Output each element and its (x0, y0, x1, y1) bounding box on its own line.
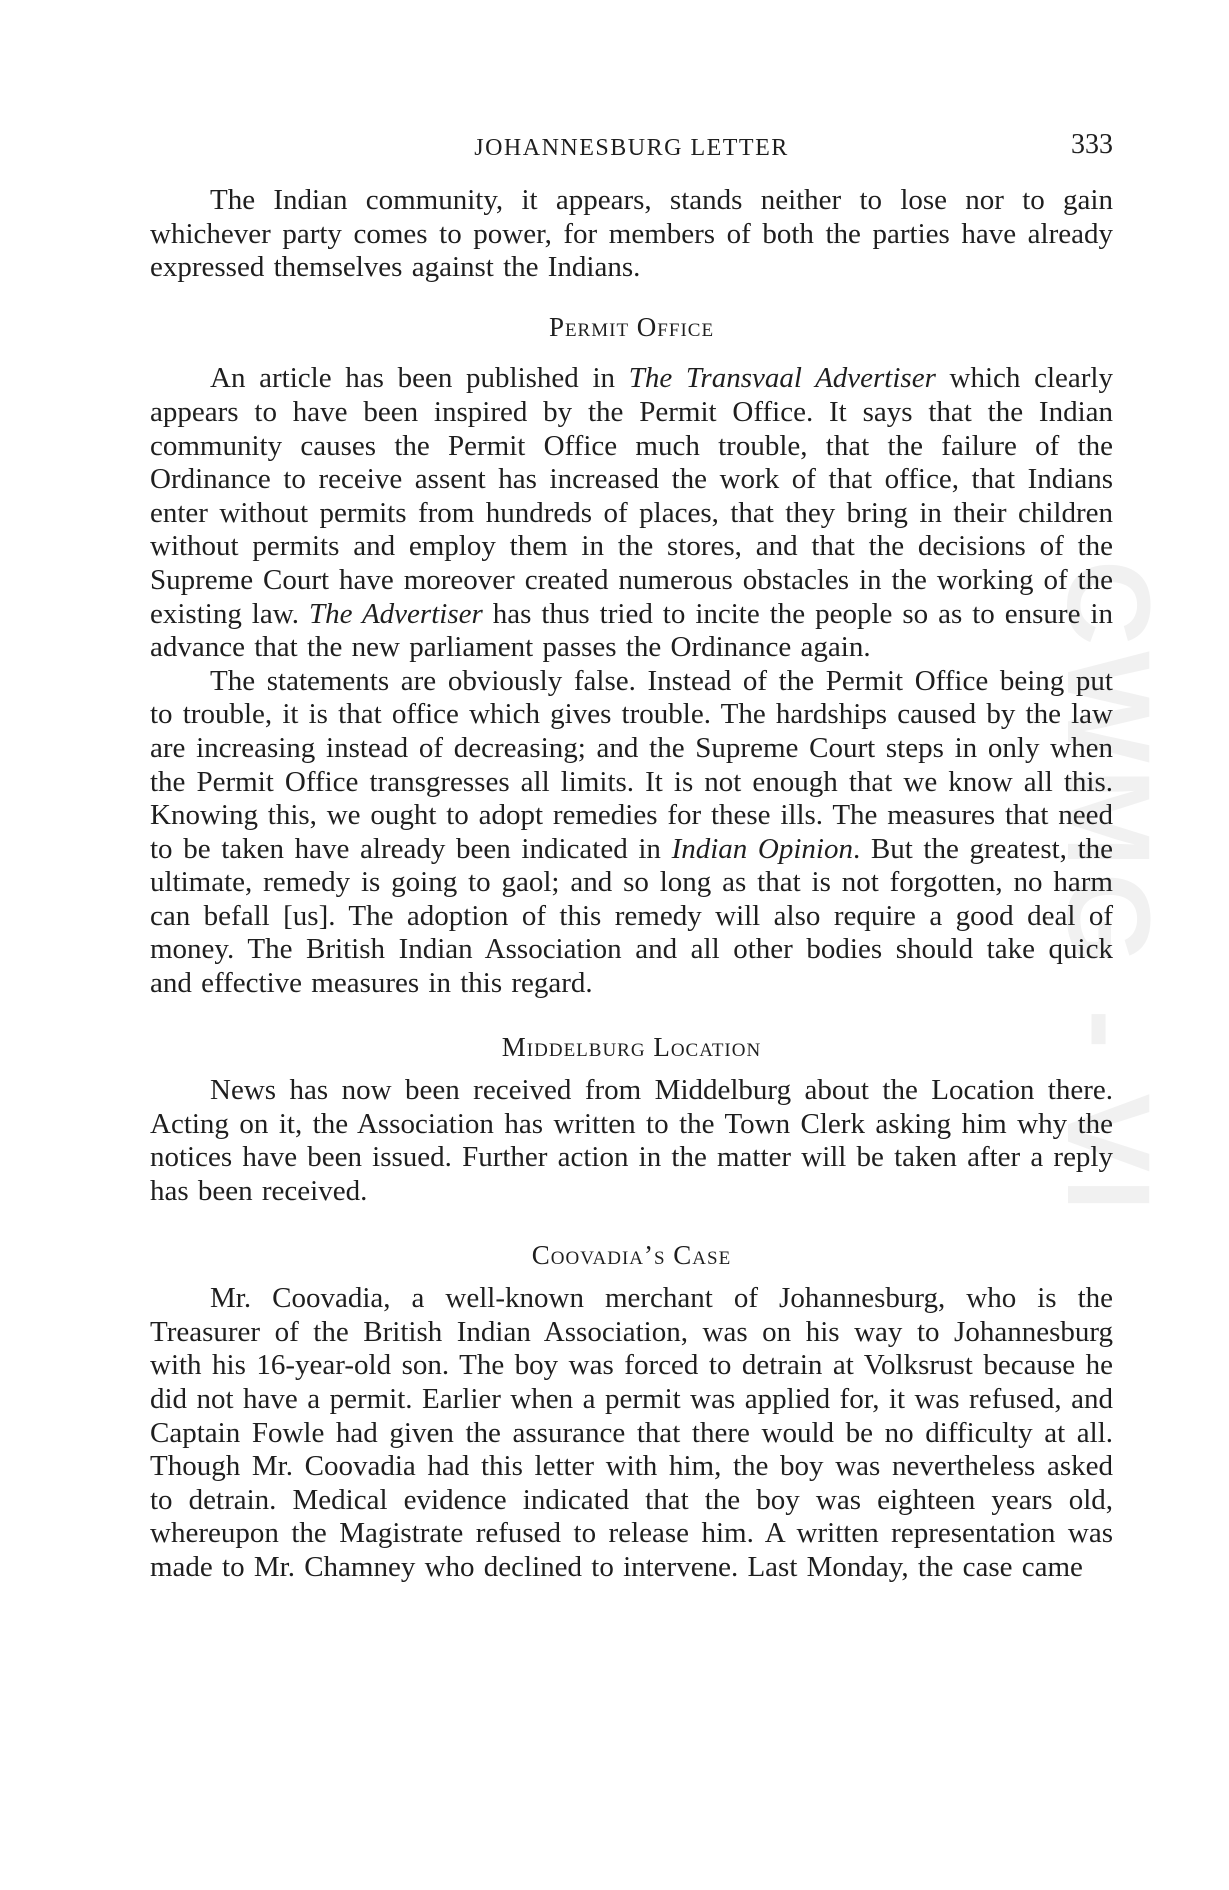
watermark-text: CWMG - VI (1042, 560, 1174, 1218)
section-heading-middelburg-location: Middelburg Location (501, 1031, 762, 1062)
text-run: has thus tried to incite the people so as to ensure in advance that the new parliament passes the Ordinance again. (150, 597, 1113, 664)
text-run: An article has been published in (210, 362, 629, 395)
running-head (150, 129, 1113, 168)
intro-paragraph: The Indian community, it appears, stands neither to lose nor to gain whichever party comes to power, for members of both the parties have already expressed themselves against the Indians. (150, 184, 1113, 284)
coovadia-paragraph: Mr. Coovadia, a well-known merchant of Johannesburg, who is the Treasurer of the British Indian Association, was on his way to Johannesburg with his 16-year-old son. The boy was forced to detrain at Volksrust because he did not have a permit. Earlier when a permit was applied for, it was refused, and Captain Fowle had given the assurance that there would be no difficulty at all. Though Mr. Coovadia had this letter with him, the boy was nevertheless asked to detrain. Medical evidence indicated that the boy was eighteen years old, whereupon the Magistrate refused to release him. A written representation was made to Mr. Chamney who declined to intervene. Last Monday, the case came (150, 1282, 1113, 1583)
publication-title: The Transvaal Advertiser (628, 362, 936, 395)
text-run: The statements are obviously false. Instead of the Permit Office being put to trouble, it is that office which gives trouble. The hardships caused by the law are increasing instead of decreasing; and the Supreme Court steps in only when the Permit Office transgresses all limits. It is not enough that we know all this. Knowing this, we ought to adopt remedies for these ills. The measures that need to be taken have already been indicated in (150, 664, 1113, 865)
text-run: . But the greatest, the ultimate, remedy is going to gaol; and so long as that is not forgotten, no harm can befall [us]. The adoption of this remedy will also require a good deal of money. The British Indian Association and all other bodies should take quick and effective measures in this regard. (150, 832, 1113, 1000)
page-body (150, 129, 1113, 1585)
page-number: 333 (1071, 129, 1113, 160)
running-head-title: JOHANNESBURG LETTER (474, 135, 789, 161)
section-heading-permit-office: Permit Office (548, 311, 715, 342)
permit-office-paragraph-2 (150, 665, 1113, 1001)
text-run: which clearly appears to have been inspired by the Permit Office. It says that the Indian community causes the Permit Office much trouble, that the failure of the Ordinance to receive assent has increased the work of that office, that Indians enter without permits from hundreds of places, that they bring in their children without permits and employ them in the stores, and that the decisions of the Supreme Court have moreover created numerous obstacles in the working of the existing law. (150, 362, 1113, 630)
publication-title: The Advertiser (309, 597, 483, 630)
permit-office-paragraph-1 (150, 362, 1113, 664)
section-heading-coovadias-case: Coovadia’s Case (531, 1239, 732, 1270)
middelburg-paragraph: News has now been received from Middelburg about the Location there. Acting on it, the Association has written to the Town Clerk asking him why the notices have been issued. Further action in the matter will be taken after a reply has been received. (150, 1074, 1113, 1208)
publication-title: Indian Opinion (671, 832, 853, 865)
